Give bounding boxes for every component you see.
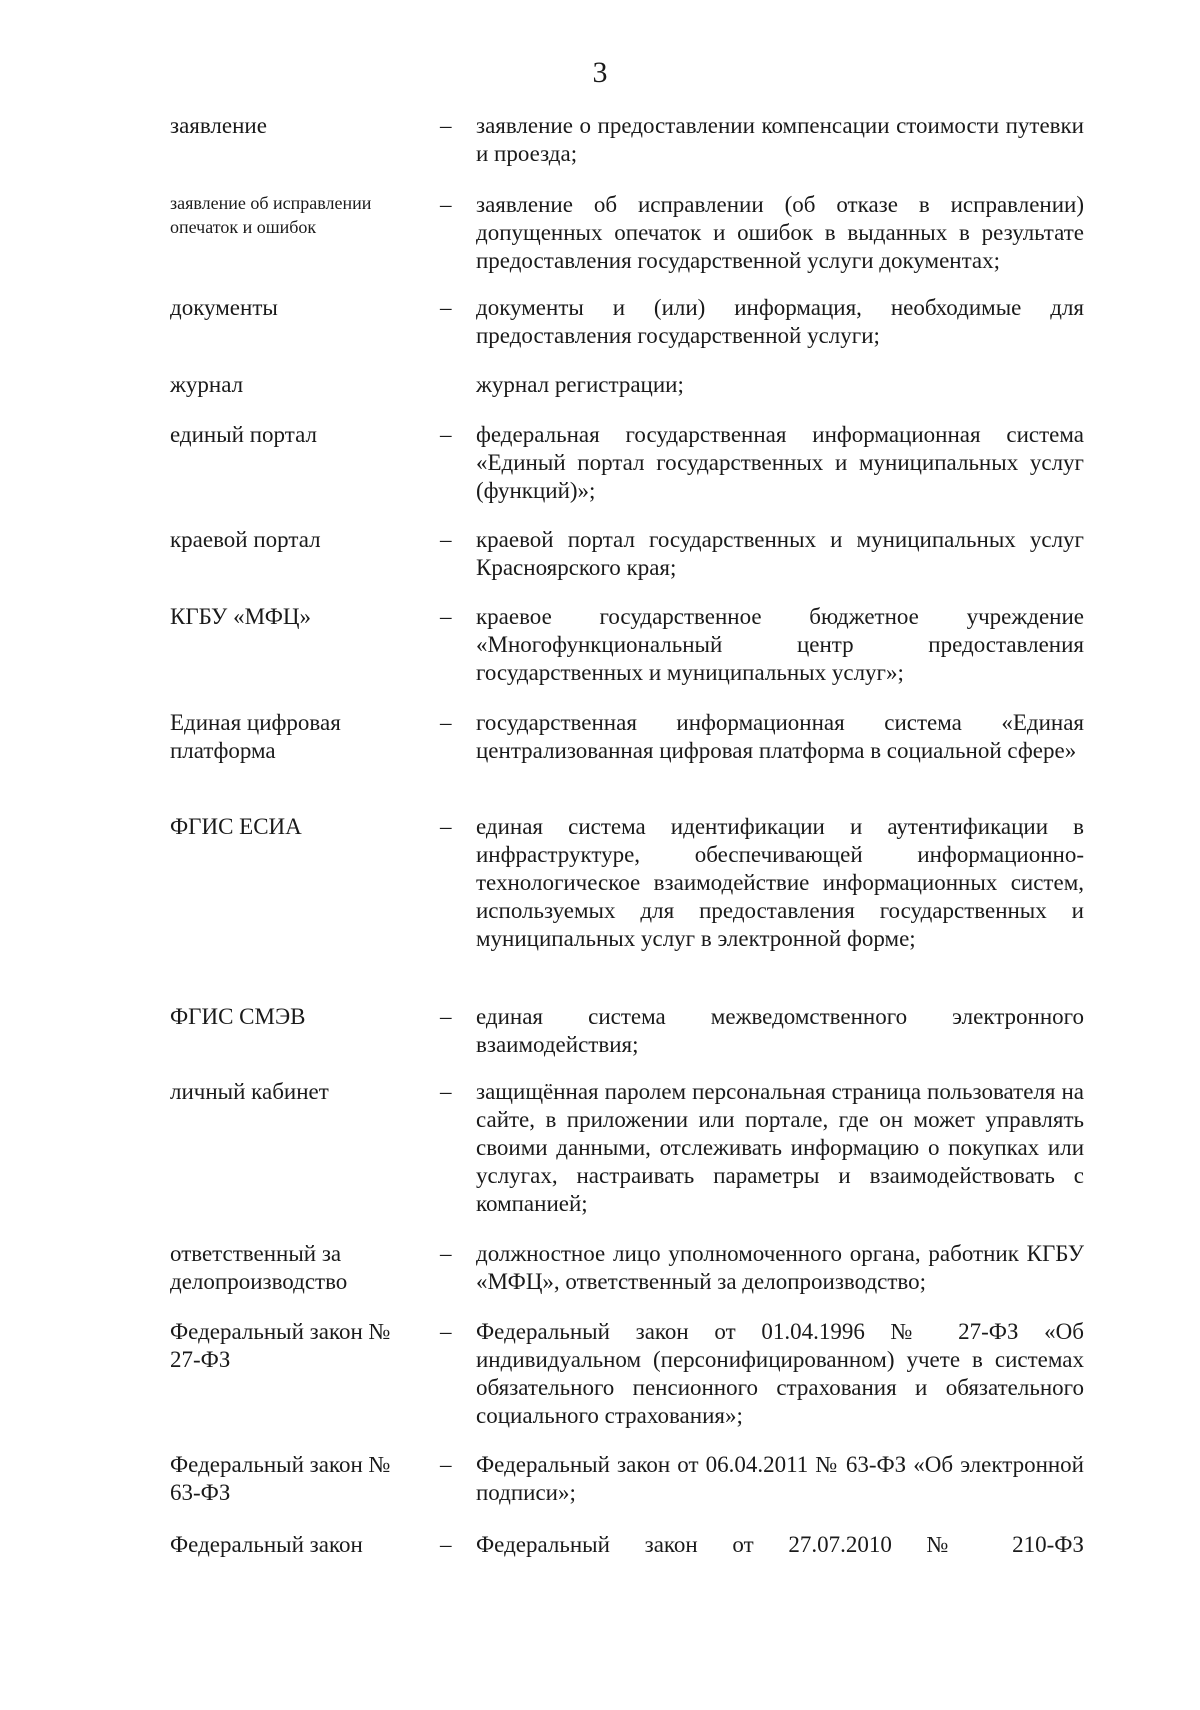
entry-definition: федеральная государственная информационная система «Единый портал государственных и муниципальных услуг (функций)»; <box>476 422 1084 503</box>
entry-dash: – <box>440 295 452 320</box>
entry-definition: документы и (или) информация, необходимые для предоставления государственной услуги; <box>476 295 1084 348</box>
entry-definition: краевое государственное бюджетное учреждение «Многофункциональный центр предоставления государственных и муниципальных услуг»; <box>476 604 1084 685</box>
entry-dash: – <box>440 1532 452 1557</box>
entry-definition: Федеральный закон от 27.07.2010 № 210-ФЗ <box>476 1532 1084 1557</box>
entry-term: единый портал <box>170 422 317 447</box>
entry-term: ФГИС ЕСИА <box>170 814 302 839</box>
entry-term: журнал <box>170 372 244 397</box>
entry-term: Единая цифровая платформа <box>170 710 341 763</box>
entry-term: заявление <box>170 113 267 138</box>
entry-dash: – <box>440 710 452 735</box>
entry-definition: единая система идентификации и аутентификации в инфраструктуре, обеспечивающей информационно-технологическое взаимодействие информационных систем, используемых для предоставления государственных и муниципальных услуг в электронной форме; <box>476 814 1084 951</box>
entry-definition: единая система межведомственного электронного взаимодействия; <box>476 1004 1084 1057</box>
entry-dash: – <box>440 604 452 629</box>
entry-term: Федеральный закон № 27-ФЗ <box>170 1319 391 1372</box>
entry-definition: государственная информационная система «Единая централизованная цифровая платформа в социальной сфере» <box>476 710 1084 763</box>
entry-term: заявление об исправлении опечаток и ошибок <box>170 193 372 237</box>
entry-definition: краевой портал государственных и муниципальных услуг Красноярского края; <box>476 527 1084 580</box>
entry-dash: – <box>440 192 452 217</box>
entry-term: документы <box>170 295 278 320</box>
entry-definition: защищённая паролем персональная страница пользователя на сайте, в приложении или портале, где он может управлять своими данными, отслеживать информацию о покупках или услугах, настраивать параметры и взаимодействовать с компанией; <box>476 1079 1084 1216</box>
page-number: 3 <box>592 56 608 89</box>
entry-definition: должностное лицо уполномоченного органа, работник КГБУ «МФЦ», ответственный за делопроизводство; <box>476 1241 1084 1294</box>
entry-definition: Федеральный закон от 06.04.2011 № 63-ФЗ «Об электронной подписи»; <box>476 1452 1084 1505</box>
entry-term: краевой портал <box>170 527 321 552</box>
entry-term: Федеральный закон № 63-ФЗ <box>170 1452 391 1505</box>
entry-definition: Федеральный закон от 01.04.1996 № 27-ФЗ «Об индивидуальном (персонифицированном) учете в системах обязательного пенсионного страхования и обязательного социального страхования»; <box>476 1319 1084 1428</box>
entry-dash: – <box>440 1319 452 1344</box>
entry-dash: – <box>440 1004 452 1029</box>
entry-dash: – <box>440 422 452 447</box>
entry-term: КГБУ «МФЦ» <box>170 604 311 629</box>
entry-dash: – <box>440 1452 452 1477</box>
entry-dash: – <box>440 113 452 138</box>
entry-dash: – <box>440 814 452 839</box>
entry-definition: журнал регистрации; <box>476 372 684 397</box>
entry-definition: заявление о предоставлении компенсации стоимости путевки и проезда; <box>476 113 1084 166</box>
entry-term: ФГИС СМЭВ <box>170 1004 306 1029</box>
entry-dash: – <box>440 1241 452 1266</box>
entry-dash: – <box>440 1079 452 1104</box>
entry-term: ответственный за делопроизводство <box>170 1241 348 1294</box>
entry-dash: – <box>440 527 452 552</box>
entry-term: Федеральный закон <box>170 1532 363 1557</box>
entry-term: личный кабинет <box>170 1079 329 1104</box>
entry-definition: заявление об исправлении (об отказе в исправлении) допущенных опечаток и ошибок в выданных в результате предоставления государственной услуги документах; <box>476 192 1084 273</box>
